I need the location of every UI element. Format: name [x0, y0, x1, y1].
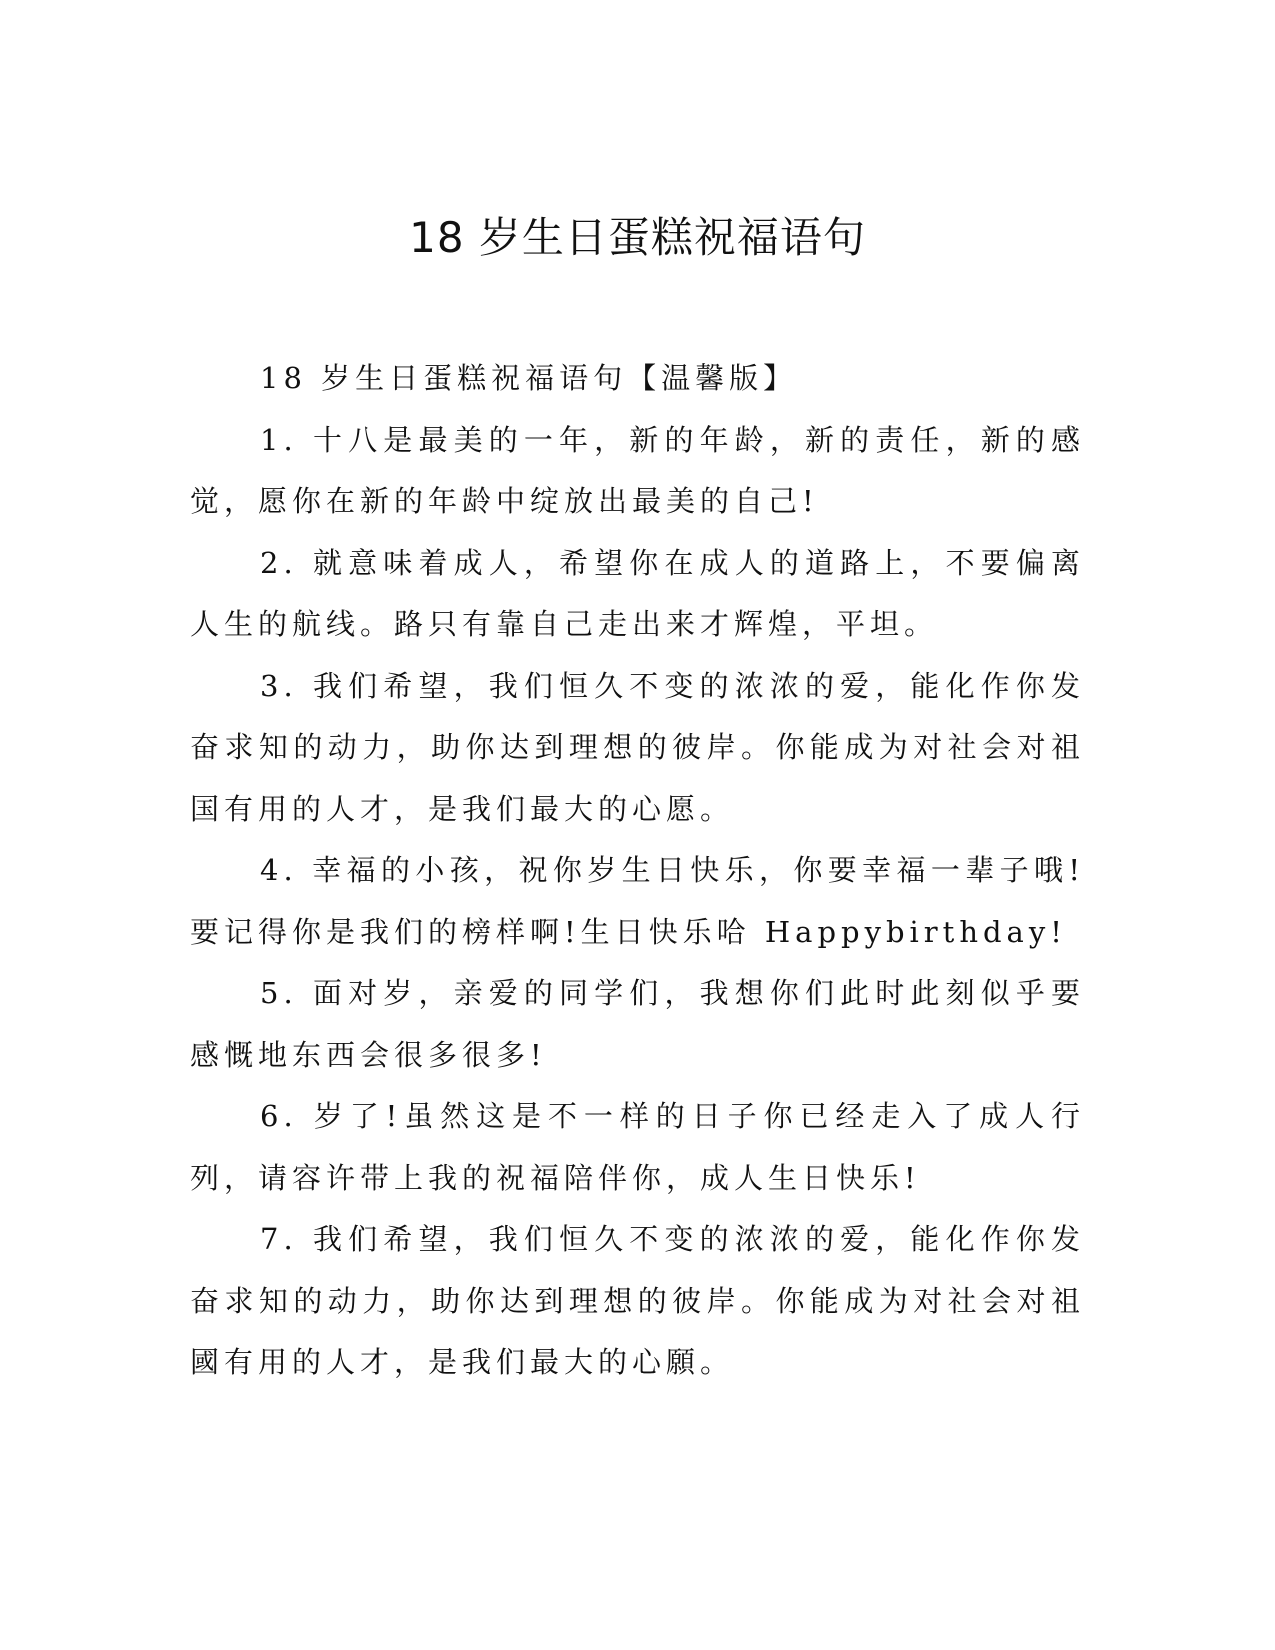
paragraph-item-5: 5. 面对岁，亲爱的同学们，我想你们此时此刻似乎要感慨地东西会很多很多! — [190, 976, 1085, 1072]
paragraph-item-2: 2. 就意味着成人，希望你在成人的道路上，不要偏离人生的航线。路只有靠自己走出来才辉煌，平坦。 — [190, 545, 1085, 641]
document-body — [190, 348, 1085, 1394]
paragraph-item-7: 7. 我们希望，我们恒久不变的浓浓的爱，能化作你发奋求知的动力，助你达到理想的彼岸。你能成为对社会对祖國有用的人才，是我们最大的心願。 — [190, 1222, 1085, 1379]
paragraph-heading: 18 岁生日蛋糕祝福语句【温馨版】 — [260, 361, 798, 395]
paragraph-item-6: 6. 岁了!虽然这是不一样的日子你已经走入了成人行列，请容许带上我的祝福陪伴你，成人生日快乐! — [190, 1099, 1085, 1195]
paragraph-item-4: 4. 幸福的小孩，祝你岁生日快乐，你要幸福一辈子哦!要记得你是我们的榜样啊!生日快乐哈 Happybirthday! — [190, 853, 1085, 949]
paragraph-item-3: 3. 我们希望，我们恒久不变的浓浓的爱，能化作你发奋求知的动力，助你达到理想的彼岸。你能成为对社会对祖国有用的人才，是我们最大的心愿。 — [190, 668, 1085, 826]
paragraph-item-1: 1. 十八是最美的一年，新的年龄，新的责任，新的感觉，愿你在新的年龄中绽放出最美的自己! — [190, 422, 1085, 518]
document-title: 18 岁生日蛋糕祝福语句 — [409, 213, 866, 262]
